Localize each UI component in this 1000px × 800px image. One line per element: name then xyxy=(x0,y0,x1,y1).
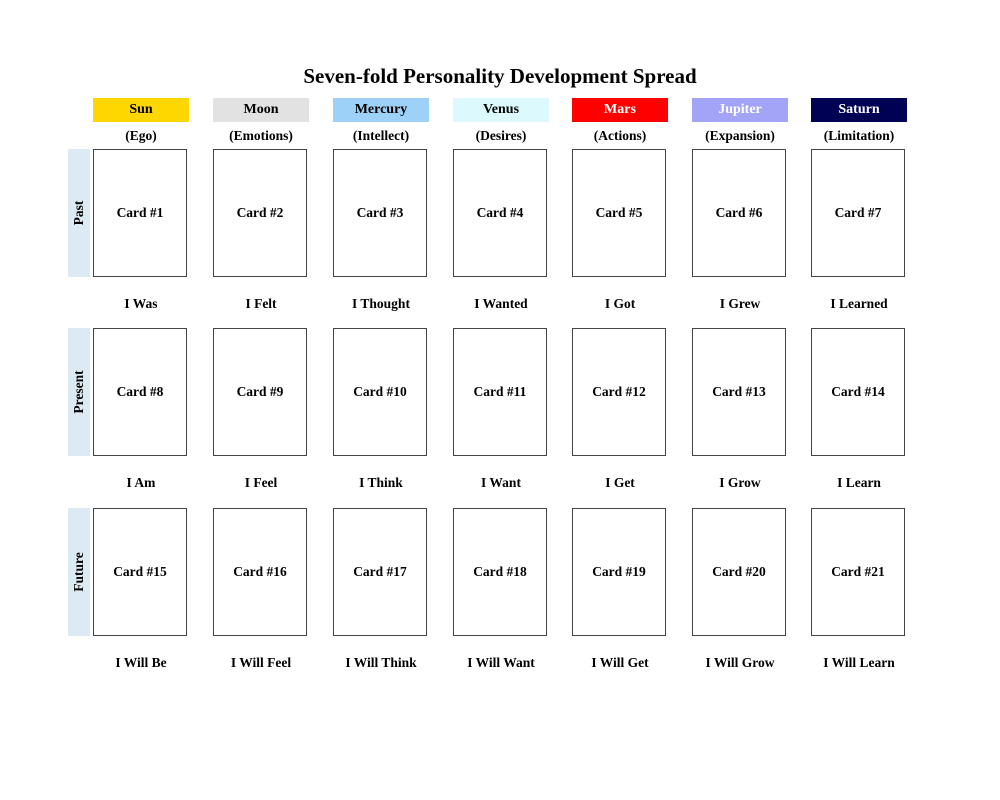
card-slot xyxy=(333,508,427,636)
card-label: Card #11 xyxy=(473,384,527,399)
position-meaning: I Will Learn xyxy=(823,655,895,670)
card-slot xyxy=(692,328,786,456)
card-slot xyxy=(213,149,307,277)
position-meaning: I Am xyxy=(126,475,156,490)
card-slot xyxy=(811,149,905,277)
planet-aspect-venus: (Desires) xyxy=(475,128,527,143)
card-label: Card #18 xyxy=(473,564,527,579)
card-slot xyxy=(692,149,786,277)
planet-aspect-jupiter: (Expansion) xyxy=(705,128,775,143)
card-label: Card #17 xyxy=(353,564,407,579)
card-slot xyxy=(453,328,547,456)
card-label: Card #20 xyxy=(712,564,766,579)
card-label: Card #7 xyxy=(834,205,882,220)
row-label-past xyxy=(68,149,90,277)
position-meaning: I Get xyxy=(605,475,635,490)
card-label: Card #16 xyxy=(233,564,287,579)
planet-header-jupiter: Jupiter xyxy=(692,98,788,122)
card-slot xyxy=(572,328,666,456)
card-slot xyxy=(453,508,547,636)
card-label: Card #12 xyxy=(592,384,646,399)
position-meaning: I Will Think xyxy=(345,655,417,670)
planet-header-moon: Moon xyxy=(213,98,309,122)
card-label: Card #8 xyxy=(116,384,164,399)
position-meaning: I Learned xyxy=(830,296,888,311)
card-slot xyxy=(811,328,905,456)
position-meaning: I Feel xyxy=(244,475,278,490)
position-meaning: I Will Want xyxy=(467,655,535,670)
card-slot xyxy=(93,149,187,277)
position-meaning: I Will Be xyxy=(115,655,167,670)
position-meaning: I Will Get xyxy=(591,655,649,670)
card-label: Card #6 xyxy=(715,205,763,220)
card-slot xyxy=(572,508,666,636)
card-label: Card #13 xyxy=(712,384,766,399)
planet-header-sun: Sun xyxy=(93,98,189,122)
card-label: Card #19 xyxy=(592,564,646,579)
position-meaning: I Learn xyxy=(837,475,881,490)
planet-aspect-saturn: (Limitation) xyxy=(823,128,895,143)
card-slot xyxy=(93,328,187,456)
position-meaning: I Thought xyxy=(352,296,410,311)
planet-header-mars: Mars xyxy=(572,98,668,122)
card-label: Card #1 xyxy=(116,205,164,220)
position-meaning: I Will Feel xyxy=(230,655,292,670)
position-meaning: I Think xyxy=(359,475,403,490)
position-meaning: I Was xyxy=(124,296,158,311)
card-label: Card #2 xyxy=(236,205,284,220)
card-slot xyxy=(692,508,786,636)
card-slot xyxy=(93,508,187,636)
planet-header-saturn: Saturn xyxy=(811,98,907,122)
row-label-text: Past xyxy=(71,200,86,226)
planet-aspect-mars: (Actions) xyxy=(593,128,647,143)
position-meaning: I Felt xyxy=(245,296,277,311)
row-label-text: Present xyxy=(71,370,86,414)
row-label-future xyxy=(68,508,90,636)
position-meaning: I Wanted xyxy=(474,296,528,311)
position-meaning: I Grow xyxy=(719,475,761,490)
card-label: Card #15 xyxy=(113,564,167,579)
planet-aspect-sun: (Ego) xyxy=(125,128,157,143)
card-slot xyxy=(572,149,666,277)
position-meaning: I Will Grow xyxy=(705,655,775,670)
card-label: Card #9 xyxy=(236,384,284,399)
position-meaning: I Got xyxy=(604,296,636,311)
card-slot xyxy=(453,149,547,277)
card-label: Card #4 xyxy=(476,205,524,220)
row-label-present xyxy=(68,328,90,456)
card-label: Card #10 xyxy=(353,384,407,399)
planet-header-mercury: Mercury xyxy=(333,98,429,122)
card-label: Card #21 xyxy=(831,564,885,579)
card-slot xyxy=(333,149,427,277)
position-meaning: I Grew xyxy=(719,296,761,311)
planet-aspect-mercury: (Intellect) xyxy=(352,128,410,143)
page-title: Seven-fold Personality Development Spread xyxy=(303,64,697,88)
card-label: Card #5 xyxy=(595,205,643,220)
card-slot xyxy=(213,328,307,456)
position-meaning: I Want xyxy=(481,475,521,490)
planet-header-venus: Venus xyxy=(453,98,549,122)
row-label-text: Future xyxy=(71,552,86,592)
planet-aspect-moon: (Emotions) xyxy=(229,128,293,143)
card-slot xyxy=(213,508,307,636)
card-slot xyxy=(333,328,427,456)
card-label: Card #14 xyxy=(831,384,885,399)
card-slot xyxy=(811,508,905,636)
card-label: Card #3 xyxy=(356,205,404,220)
